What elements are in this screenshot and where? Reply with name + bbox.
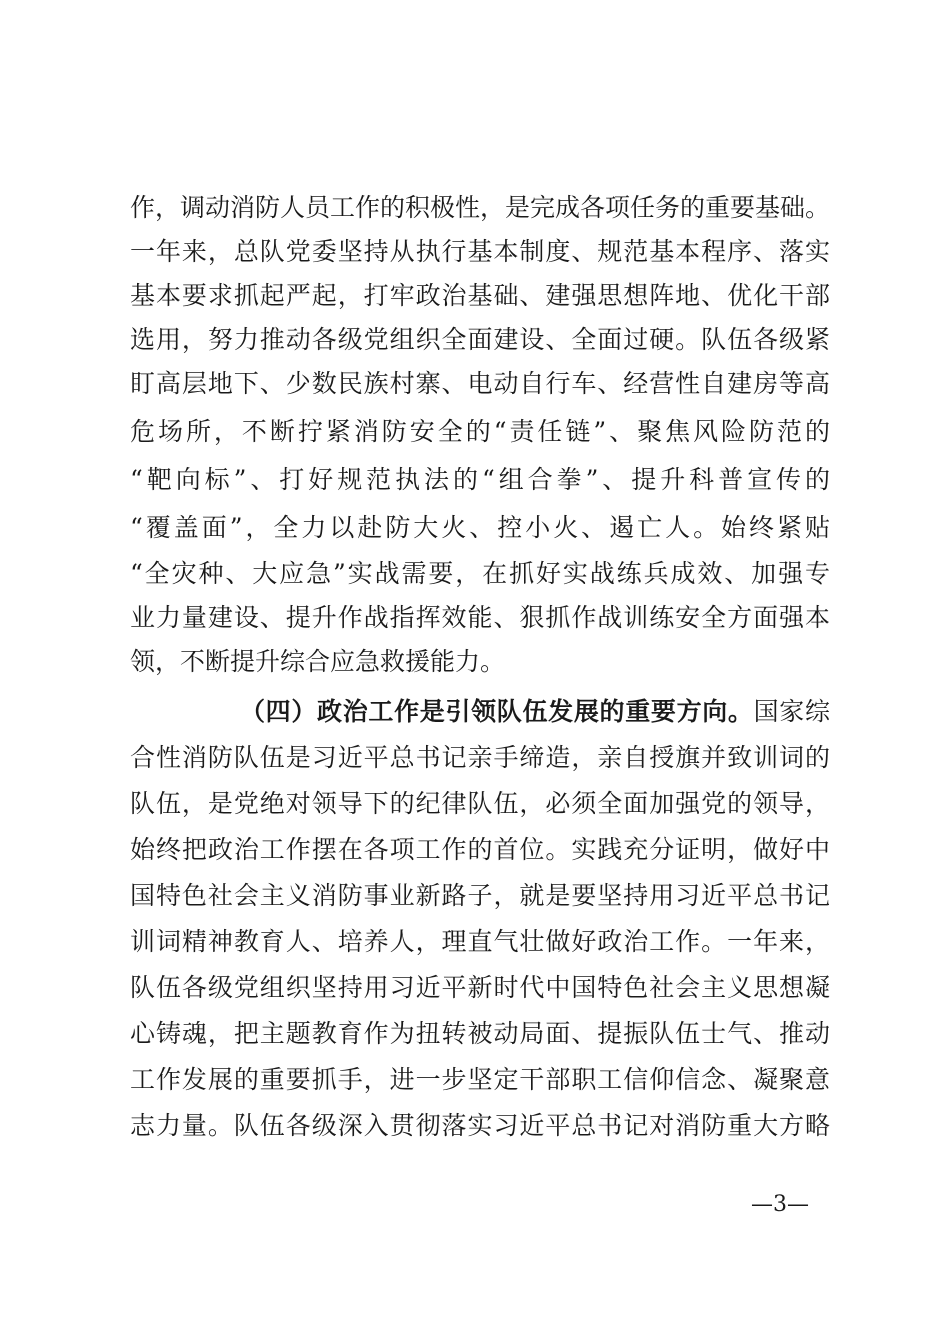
text-line: 一年来，总队党委坚持从执行基本制度、规范基本程序、落实	[130, 237, 830, 266]
text-line: “靶向标”、打好规范执法的“组合拳”、提升科普宣传的	[130, 465, 830, 494]
text-line: “覆盖面”，全力以赴防大火、控小火、遏亡人。始终紧贴	[130, 513, 830, 542]
text-line: 选用，努力推动各级党组织全面建设、全面过硬。队伍各级紧	[130, 325, 830, 354]
text-line: 作，调动消防人员工作的积极性，是完成各项任务的重要基础。	[130, 193, 831, 222]
text-line: 工作发展的重要抓手，进一步坚定干部职工信仰信念、凝聚意	[130, 1065, 830, 1094]
text-line: 国特色社会主义消防事业新路子，就是要坚持用习近平总书记	[130, 881, 830, 910]
text-line: 领，不断提升综合应急救援能力。	[130, 647, 506, 676]
text-line: 盯高层地下、少数民族村寨、电动自行车、经营性自建房等高	[130, 369, 830, 398]
text-line: 队伍，是党绝对领导下的纪律队伍，必须全面加强党的领导，	[130, 789, 830, 818]
section-four-first-line	[240, 692, 830, 732]
section-four-lead: 国家综	[753, 697, 830, 726]
text-line: “全灾种、大应急”实战需要，在抓好实战练兵成效、加强专	[130, 559, 830, 588]
text-line: 危场所，不断拧紧消防安全的“责任链”、聚焦风险防范的	[130, 417, 830, 446]
page-number: —3—	[751, 1192, 809, 1217]
text-line: 志力量。队伍各级深入贯彻落实习近平总书记对消防重大方略	[130, 1111, 830, 1140]
section-four-heading: （四）政治工作是引领队伍发展的重要方向。	[240, 697, 754, 726]
text-line: 业力量建设、提升作战指挥效能、狠抓作战训练安全方面强本	[130, 603, 830, 632]
text-line: 基本要求抓起严起，打牢政治基础、建强思想阵地、优化干部	[130, 281, 830, 310]
text-line: 心铸魂，把主题教育作为扭转被动局面、提振队伍士气、推动	[130, 1019, 830, 1048]
text-line: 始终把政治工作摆在各项工作的首位。实践充分证明，做好中	[130, 835, 830, 864]
text-line: 训词精神教育人、培养人，理直气壮做好政治工作。一年来，	[130, 927, 830, 956]
text-line: 合性消防队伍是习近平总书记亲手缔造，亲自授旗并致训词的	[130, 743, 830, 772]
text-line: 队伍各级党组织坚持用习近平新时代中国特色社会主义思想凝	[130, 973, 830, 1002]
